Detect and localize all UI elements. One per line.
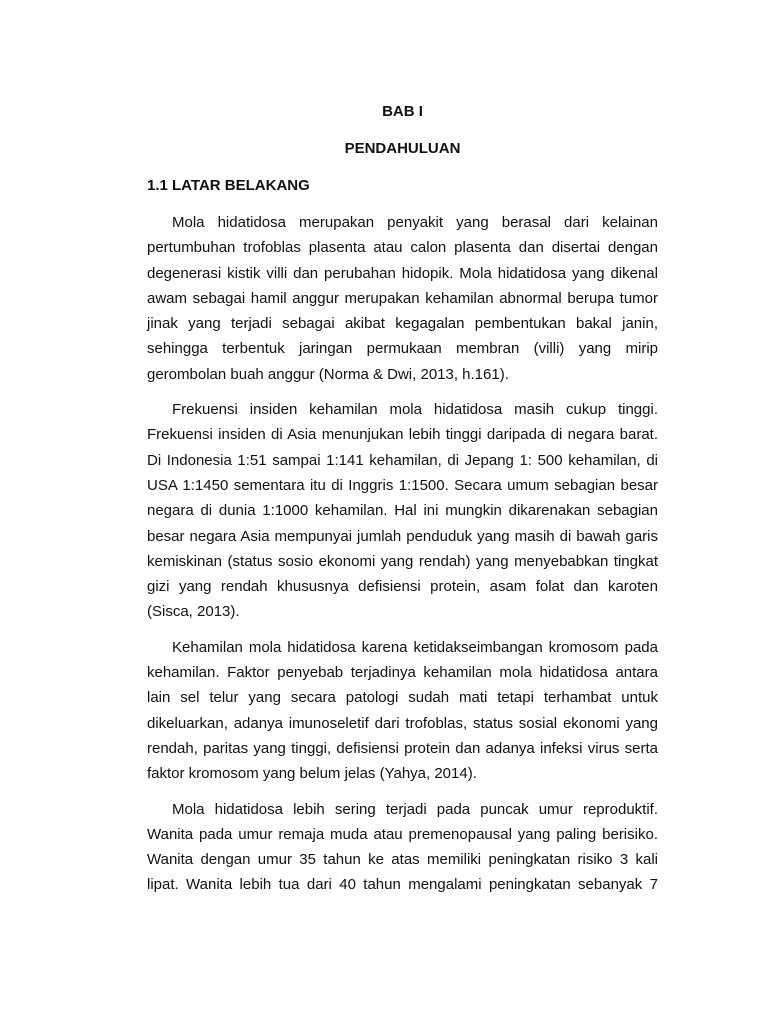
- paragraph-line: lipat. Wanita lebih tua dari 40 tahun mengalami peningkatan sebanyak 7: [147, 876, 658, 894]
- paragraph-line: gerombolan buah anggur (Norma & Dwi, 2013, h.161).: [147, 365, 509, 383]
- paragraph-line: Frekuensi insiden di Asia menunjukan lebih tinggi daripada di negara barat.: [147, 426, 658, 444]
- body-text: [147, 210, 658, 898]
- paragraph: [147, 397, 658, 625]
- paragraph-line: degenerasi kistik villi dan perubahan hidopik. Mola hidatidosa yang dikenal: [147, 264, 658, 282]
- paragraph-line: Frekuensi insiden kehamilan mola hidatidosa masih cukup tinggi.: [172, 401, 658, 419]
- paragraph-line: USA 1:1450 sementara itu di Inggris 1:1500. Secara umum sebagian besar: [147, 476, 658, 494]
- paragraph-line: negara di dunia 1:1000 kehamilan. Hal ini mungkin dikarenakan sebagian: [147, 502, 658, 520]
- paragraph-line: (Sisca, 2013).: [147, 603, 240, 621]
- paragraph-line: kemiskinan (status sosio ekonomi yang rendah) yang menyebabkan tingkat: [147, 552, 658, 570]
- paragraph-line: kehamilan. Faktor penyebab terjadinya kehamilan mola hidatidosa antara: [147, 664, 658, 682]
- section-heading: 1.1 LATAR BELAKANG: [147, 177, 310, 194]
- page-content: [147, 100, 658, 908]
- paragraph-line: lain sel telur yang secara patologi sudah mati tetapi terhambat untuk: [147, 689, 658, 707]
- paragraph-line: Wanita pada umur remaja muda atau premenopausal yang paling berisiko.: [147, 825, 658, 843]
- paragraph-line: dikeluarkan, adanya imunoseletif dari trofoblas, status sosial ekonomi yang: [147, 714, 658, 732]
- paragraph: [147, 797, 658, 898]
- paragraph-line: awam sebagai hamil anggur merupakan kehamilan abnormal berupa tumor: [147, 289, 658, 307]
- paragraph-line: pertumbuhan trofoblas plasenta atau calon plasenta dan disertai dengan: [147, 239, 658, 257]
- paragraph-line: Kehamilan mola hidatidosa karena ketidakseimbangan kromosom pada: [172, 638, 658, 656]
- paragraph: [147, 210, 658, 387]
- paragraph-line: gizi yang rendah khususnya defisiensi protein, asam folat dan karoten: [147, 578, 658, 596]
- paragraph-line: Mola hidatidosa merupakan penyakit yang berasal dari kelainan: [172, 214, 658, 231]
- paragraph-line: besar negara Asia mempunyai jumlah penduduk yang masih di bawah garis: [147, 527, 658, 545]
- paragraph-line: sehingga terbentuk jaringan permukaan membran (villi) yang mirip: [147, 340, 658, 358]
- paragraph-line: faktor kromosom yang belum jelas (Yahya, 2014).: [147, 765, 477, 783]
- paragraph-line: rendah, paritas yang tinggi, defisiensi protein dan adanya infeksi virus serta: [147, 739, 658, 757]
- paragraph-line: Mola hidatidosa lebih sering terjadi pada puncak umur reproduktif.: [172, 800, 658, 818]
- paragraph-line: jinak yang terjadi sebagai akibat kegagalan pembentukan bakal janin,: [147, 315, 658, 333]
- paragraph-line: Wanita dengan umur 35 tahun ke atas memiliki peningkatan risiko 3 kali: [147, 851, 658, 869]
- chapter-title: PENDAHULUAN: [344, 140, 461, 157]
- paragraph: [147, 635, 658, 787]
- paragraph-line: Di Indonesia 1:51 sampai 1:141 kehamilan, di Jepang 1: 500 kehamilan, di: [147, 451, 658, 469]
- chapter-number: BAB I: [382, 103, 423, 120]
